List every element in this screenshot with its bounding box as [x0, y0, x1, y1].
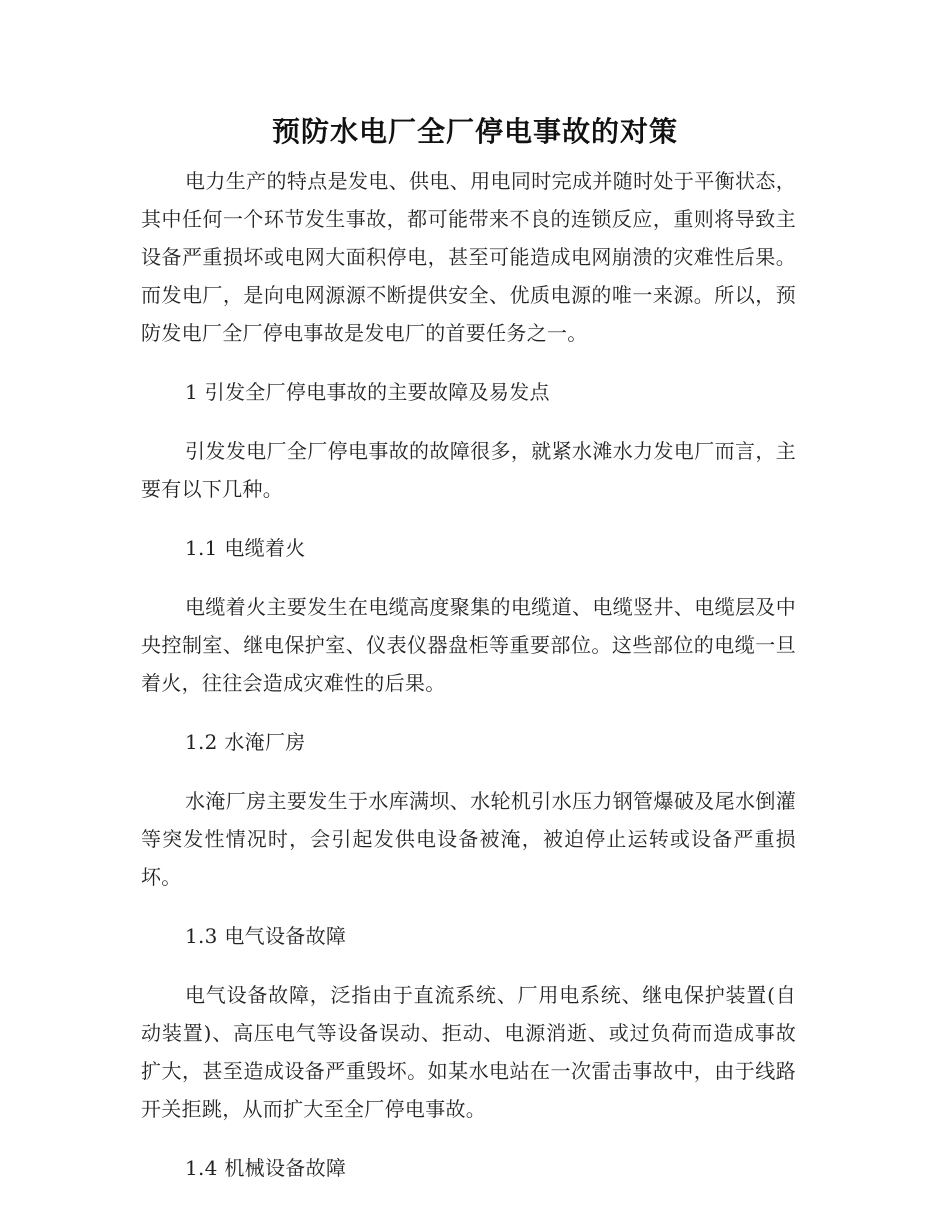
paragraph-section-1-3: 电气设备故障，泛指由于直流系统、厂用电系统、继电保护装置(自动装置)、高压电气等设备误动、拒动、电源消逝、或过负荷而造成事故扩大，甚至造成设备严重毁坏。如某水电站在一次雷击事故中，由于线路开关拒跳，从而扩大至全厂停电事故。	[141, 983, 796, 1121]
section-heading-1-4: 1.4 机械设备故障	[185, 1156, 347, 1180]
document-title: 预防水电厂全厂停电事故的对策	[271, 115, 678, 148]
paragraph-section-1-2: 水淹厂房主要发生于水库满坝、水轮机引水压力钢管爆破及尾水倒灌等突发性情况时，会引起发供电设备被淹，被迫停止运转或设备严重损坏。	[141, 789, 796, 889]
section-heading-1-2: 1.2 水淹厂房	[185, 730, 306, 754]
document-body	[141, 162, 796, 1208]
section-heading-1-3: 1.3 电气设备故障	[185, 924, 347, 948]
section-heading-1-1: 1.1 电缆着火	[185, 536, 306, 560]
paragraph-intro: 电力生产的特点是发电、供电、用电同时完成并随时处于平衡状态，其中任何一个环节发生事故，都可能带来不良的连锁反应，重则将导致主设备严重损坏或电网大面积停电，甚至可能造成电网崩溃的灾难性后果。而发电厂，是向电网源源不断提供安全、优质电源的唯一来源。所以，预防发电厂全厂停电事故是发电厂的首要任务之一。	[141, 169, 796, 345]
paragraph-section-1-1: 电缆着火主要发生在电缆高度聚集的电缆道、电缆竖井、电缆层及中央控制室、继电保护室、仪表仪器盘柜等重要部位。这些部位的电缆一旦着火，往往会造成灾难性的后果。	[141, 595, 796, 695]
paragraph-section-1: 引发发电厂全厂停电事故的故障很多，就紧水滩水力发电厂而言，主要有以下几种。	[141, 439, 796, 501]
section-heading-1: 1 引发全厂停电事故的主要故障及易发点	[185, 380, 550, 404]
